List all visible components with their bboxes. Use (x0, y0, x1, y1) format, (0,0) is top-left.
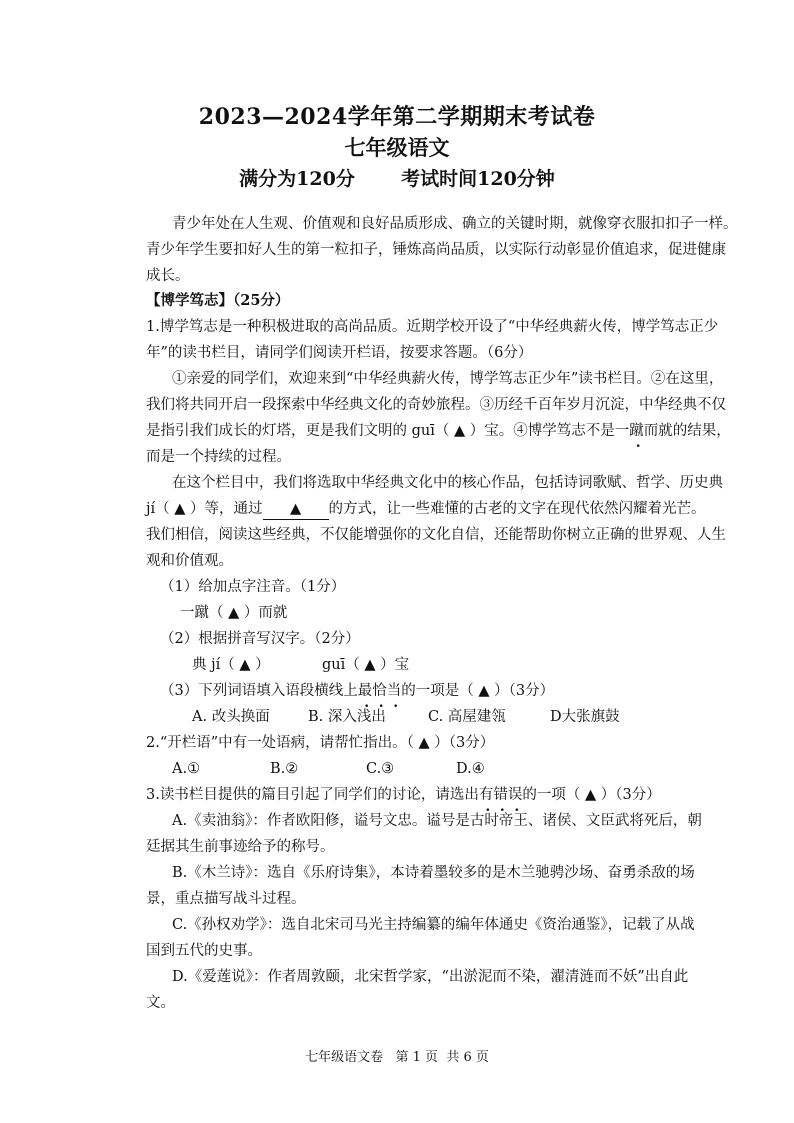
passage-text: 是指引我们成长的灯塔，更是我们文明的 guī（ ▲ ）宝。④博学笃志不是一 (146, 423, 630, 439)
passage-p1-line-4: 而是一个持续的过程。 (146, 449, 291, 465)
q1-sub1-stem: （1）给加点字注音。（1分） (160, 579, 346, 595)
q2-option-b: B.② (270, 761, 299, 777)
exam-subject: 七年级语文 (344, 135, 450, 160)
q1-option-b: B. 深入浅出 (308, 709, 386, 725)
question-text: 的一项（ ▲ ）（3分） (522, 787, 661, 803)
q2-option-c: C.③ (366, 761, 395, 777)
dotted-char: 当 (386, 683, 402, 699)
q2-option-a: A.① (172, 761, 201, 777)
section-title: 【博学笃志】（25分） (146, 292, 290, 309)
q3-option-a-line-2: 廷据其生前事迹给予的称号。 (146, 839, 335, 855)
dotted-char: 恰 (372, 683, 387, 699)
intro-line-2: 青少年学生要扣好人生的第一粒扣子，锤炼高尚品质，以实际行动彰显价值追求，促进健康 (146, 242, 726, 258)
q3-option-a-line-1: A.《卖油翁》：作者欧阳修，谥号文忠。谥号是古时帝王、诸侯、文臣武将死后，朝 (172, 813, 702, 829)
q1-sub2-item-2: guī（ ▲ ）宝 (322, 657, 410, 673)
passage-p1-line-1: ①亲爱的同学们，欢迎来到“中华经典薪火传，博学笃志正少年”读书栏目。②在这里， (172, 371, 724, 387)
q3-option-d-line-1: D.《爱莲说》：作者周敦颐，北宋哲学家，“出淤泥而不染，濯清涟而不妖”出自此 (172, 969, 689, 985)
passage-p2-line-3: 我们相信，阅读这些经典，不仅能增强你的文化自信，还能帮助你树立正确的世界观、人生 (146, 527, 726, 543)
page-footer: 七年级语文卷 第 1 页 共 6 页 (305, 1050, 489, 1065)
q2-stem: 2.“开栏语”中有一处语病，请帮忙指出。（ ▲ ）（3分） (146, 735, 495, 751)
q1-option-d: D大张旗鼓 (550, 709, 620, 725)
passage-p1-line-3 (146, 421, 731, 441)
q1-stem-line-2: 年”的读书栏目，请同学们阅读开栏语，按要求答题。（6分） (146, 345, 533, 361)
q1-option-a: A. 改头换面 (192, 709, 270, 725)
q1-sub1-item: 一蹴（ ▲ ）而就 (180, 605, 288, 621)
passage-text: 而就的结果， (643, 423, 731, 439)
q1-sub2-item-1: 典 jí（ ▲ ） (192, 657, 270, 673)
question-text: 3.读书栏目提供的篇目引起了同学们的讨论，请选出 (146, 787, 479, 803)
q3-option-c-line-2: 国到五代的史事。 (146, 943, 262, 959)
dotted-char: 有 (478, 787, 494, 803)
dotted-char: 蹴 (629, 423, 644, 439)
dotted-char: 误 (507, 787, 523, 803)
passage-p2-line-1: 在这个栏目中，我们将选取中华经典文化中的核心作品，包括诗词歌赋、哲学、历史典 (172, 475, 723, 491)
passage-text: jí（ ▲ ）等，通过 (146, 501, 263, 517)
q1-stem-line-1: 1.博学笃志是一种积极进取的高尚品质。近期学校开设了“中华经典薪火传，博学笃志正少 (146, 319, 719, 335)
exam-title: 2023—2024学年第二学期期末考试卷 (198, 104, 596, 130)
q3-stem (146, 785, 661, 805)
intro-line-3: 成长。 (146, 268, 190, 284)
q1-sub3-stem (160, 681, 554, 701)
q3-option-b-line-1: B.《木兰诗》：选自《乐府诗集》，本诗着墨较多的是木兰驰骋沙场、奋勇杀敌的场 (172, 865, 695, 881)
question-text: 的一项是（ ▲ ）（3分） (401, 683, 555, 699)
intro-line-1: 青少年处在人生观、价值观和良好品质形成、确立的关键时期，就像穿衣服扣扣子一样。 (172, 216, 738, 232)
q3-option-d-line-2: 文。 (146, 995, 175, 1011)
passage-p2-line-4: 观和价值观。 (146, 553, 233, 569)
passage-p1-line-2: 我们将共同开启一段探索中华经典文化的奇妙旅程。③历经千百年岁月沉淀，中华经典不仅 (146, 397, 726, 413)
q1-option-c: C. 高屋建瓴 (428, 709, 506, 725)
q3-option-b-line-2: 景，重点描写战斗过程。 (146, 891, 306, 907)
dotted-char: 错 (493, 787, 508, 803)
question-text: （3）下列词语填入语段横线上 (160, 683, 358, 699)
q3-option-c-line-1: C.《孙权劝学》：选自北宋司马光主持编纂的编年体通史《资治通鉴》，记载了从战 (172, 917, 695, 933)
passage-text: 的方式，让一些难懂的古老的文字在现代依然闪耀着光芒。 (328, 501, 706, 517)
q2-option-d: D.④ (456, 761, 485, 777)
passage-p2-line-2 (146, 499, 706, 520)
q1-sub2-stem: （2）根据拼音写汉字。（2分） (160, 631, 360, 647)
answer-blank[interactable]: ▲ (263, 499, 329, 520)
dotted-char: 最 (357, 683, 373, 699)
exam-info: 满分为120分 考试时间120分钟 (239, 168, 555, 190)
